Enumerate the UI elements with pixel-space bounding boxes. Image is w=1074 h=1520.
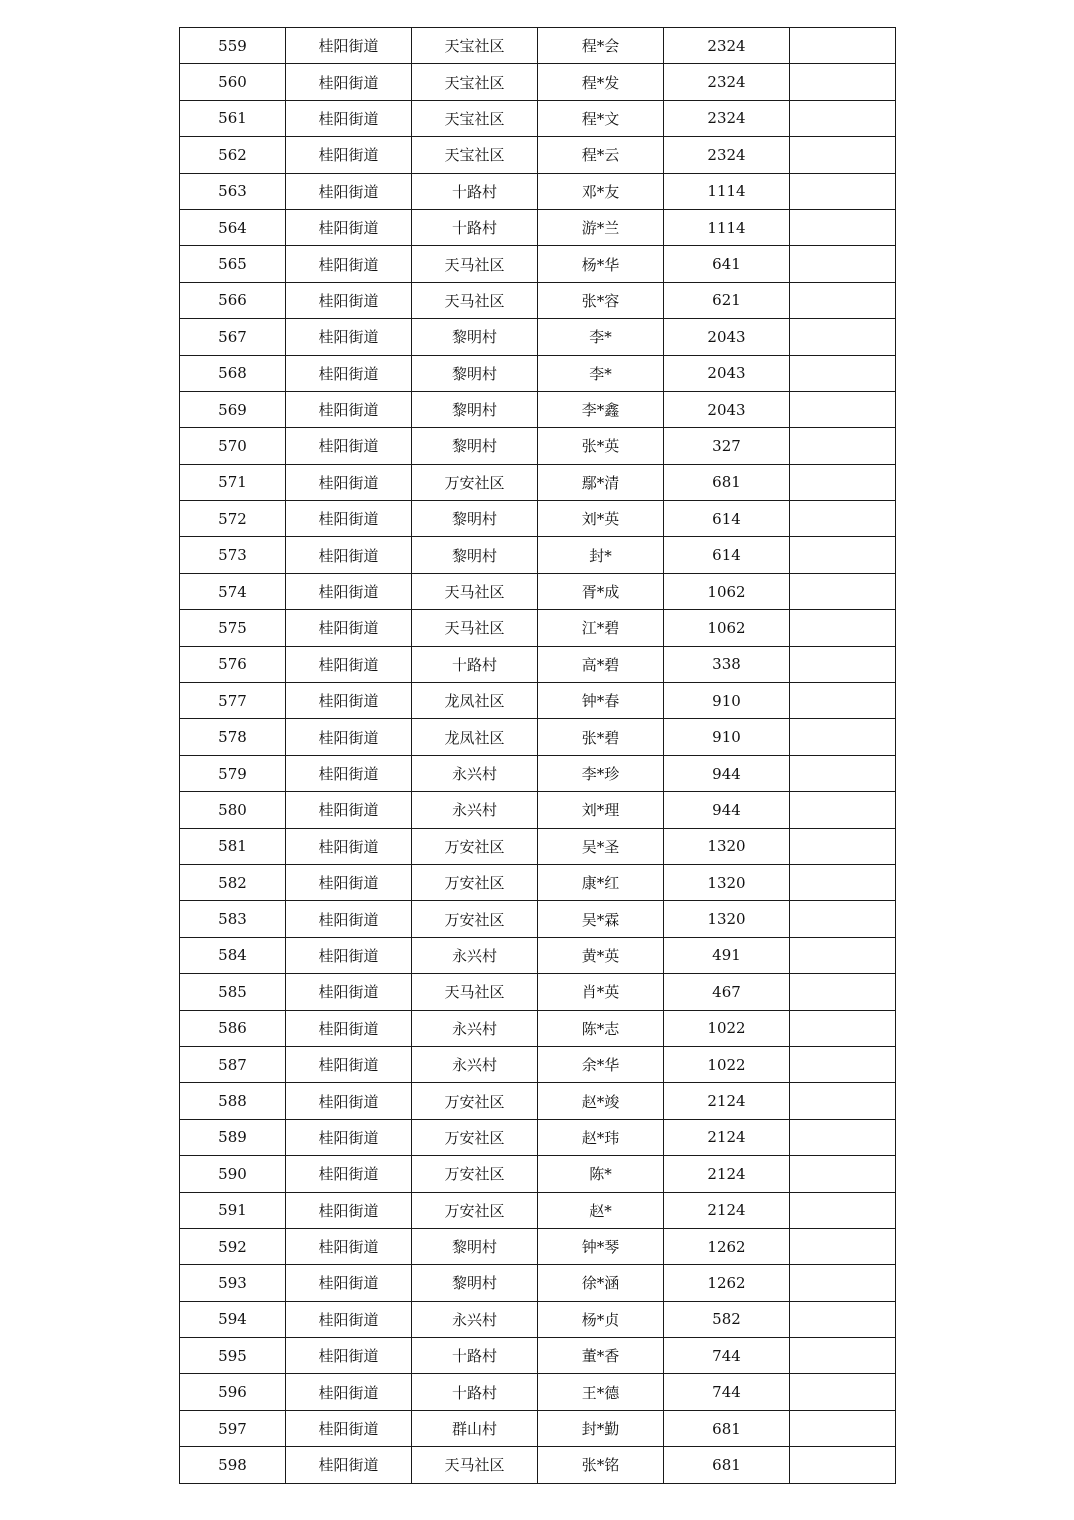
table-row xyxy=(180,1447,896,1483)
table-row xyxy=(180,792,896,828)
name-cell: 黄*英 xyxy=(538,937,664,973)
street-cell: 桂阳街道 xyxy=(286,610,412,646)
amount-cell: 2124 xyxy=(664,1192,790,1228)
table-row xyxy=(180,391,896,427)
name-cell: 张*碧 xyxy=(538,719,664,755)
amount-cell: 621 xyxy=(664,282,790,318)
community-cell: 永兴村 xyxy=(412,755,538,791)
street-cell: 桂阳街道 xyxy=(286,792,412,828)
row-number-cell: 576 xyxy=(180,646,286,682)
row-number-cell: 577 xyxy=(180,683,286,719)
row-number-cell: 590 xyxy=(180,1156,286,1192)
row-number-cell: 559 xyxy=(180,28,286,64)
remark-cell xyxy=(790,610,896,646)
table-row xyxy=(180,355,896,391)
community-cell: 黎明村 xyxy=(412,501,538,537)
street-cell: 桂阳街道 xyxy=(286,173,412,209)
community-cell: 天马社区 xyxy=(412,282,538,318)
remark-cell xyxy=(790,1083,896,1119)
street-cell: 桂阳街道 xyxy=(286,828,412,864)
table-row xyxy=(180,573,896,609)
amount-cell: 1262 xyxy=(664,1265,790,1301)
name-cell: 陈* xyxy=(538,1156,664,1192)
amount-cell: 1062 xyxy=(664,573,790,609)
name-cell: 董*香 xyxy=(538,1338,664,1374)
community-cell: 黎明村 xyxy=(412,1265,538,1301)
remark-cell xyxy=(790,1046,896,1082)
table-row xyxy=(180,173,896,209)
amount-cell: 2324 xyxy=(664,64,790,100)
table-row xyxy=(180,1046,896,1082)
name-cell: 徐*涵 xyxy=(538,1265,664,1301)
row-number-cell: 563 xyxy=(180,173,286,209)
community-cell: 黎明村 xyxy=(412,537,538,573)
community-cell: 十路村 xyxy=(412,173,538,209)
amount-cell: 614 xyxy=(664,537,790,573)
row-number-cell: 584 xyxy=(180,937,286,973)
remark-cell xyxy=(790,974,896,1010)
street-cell: 桂阳街道 xyxy=(286,1374,412,1410)
name-cell: 钟*琴 xyxy=(538,1228,664,1264)
row-number-cell: 586 xyxy=(180,1010,286,1046)
community-cell: 永兴村 xyxy=(412,1046,538,1082)
table-row xyxy=(180,1338,896,1374)
amount-cell: 327 xyxy=(664,428,790,464)
amount-cell: 1114 xyxy=(664,173,790,209)
amount-cell: 2324 xyxy=(664,28,790,64)
community-cell: 黎明村 xyxy=(412,355,538,391)
amount-cell: 681 xyxy=(664,464,790,500)
street-cell: 桂阳街道 xyxy=(286,501,412,537)
table-row xyxy=(180,64,896,100)
amount-cell: 2124 xyxy=(664,1083,790,1119)
row-number-cell: 593 xyxy=(180,1265,286,1301)
remark-cell xyxy=(790,573,896,609)
table-row xyxy=(180,282,896,318)
table-row xyxy=(180,1228,896,1264)
community-cell: 天马社区 xyxy=(412,573,538,609)
street-cell: 桂阳街道 xyxy=(286,864,412,900)
street-cell: 桂阳街道 xyxy=(286,282,412,318)
table-row xyxy=(180,1192,896,1228)
table-body xyxy=(180,28,896,1484)
table-row xyxy=(180,1119,896,1155)
community-cell: 天宝社区 xyxy=(412,64,538,100)
remark-cell xyxy=(790,683,896,719)
street-cell: 桂阳街道 xyxy=(286,1156,412,1192)
community-cell: 万安社区 xyxy=(412,464,538,500)
name-cell: 程*发 xyxy=(538,64,664,100)
name-cell: 李* xyxy=(538,355,664,391)
name-cell: 胥*成 xyxy=(538,573,664,609)
name-cell: 张*铭 xyxy=(538,1447,664,1483)
street-cell: 桂阳街道 xyxy=(286,137,412,173)
community-cell: 天马社区 xyxy=(412,246,538,282)
table-row xyxy=(180,610,896,646)
street-cell: 桂阳街道 xyxy=(286,1010,412,1046)
remark-cell xyxy=(790,792,896,828)
table-row xyxy=(180,828,896,864)
amount-cell: 910 xyxy=(664,683,790,719)
community-cell: 十路村 xyxy=(412,646,538,682)
remark-cell xyxy=(790,355,896,391)
remark-cell xyxy=(790,209,896,245)
table-row xyxy=(180,1301,896,1337)
row-number-cell: 579 xyxy=(180,755,286,791)
row-number-cell: 589 xyxy=(180,1119,286,1155)
table-row xyxy=(180,246,896,282)
remark-cell xyxy=(790,937,896,973)
row-number-cell: 562 xyxy=(180,137,286,173)
remark-cell xyxy=(790,1301,896,1337)
amount-cell: 681 xyxy=(664,1410,790,1446)
name-cell: 李*珍 xyxy=(538,755,664,791)
remark-cell xyxy=(790,1119,896,1155)
street-cell: 桂阳街道 xyxy=(286,355,412,391)
name-cell: 钟*春 xyxy=(538,683,664,719)
community-cell: 永兴村 xyxy=(412,937,538,973)
community-cell: 天马社区 xyxy=(412,974,538,1010)
community-cell: 天马社区 xyxy=(412,610,538,646)
table-row xyxy=(180,28,896,64)
remark-cell xyxy=(790,1410,896,1446)
row-number-cell: 573 xyxy=(180,537,286,573)
street-cell: 桂阳街道 xyxy=(286,1228,412,1264)
street-cell: 桂阳街道 xyxy=(286,64,412,100)
remark-cell xyxy=(790,282,896,318)
amount-cell: 681 xyxy=(664,1447,790,1483)
table-row xyxy=(180,755,896,791)
table-row xyxy=(180,319,896,355)
table-row xyxy=(180,137,896,173)
street-cell: 桂阳街道 xyxy=(286,646,412,682)
community-cell: 永兴村 xyxy=(412,1301,538,1337)
street-cell: 桂阳街道 xyxy=(286,683,412,719)
name-cell: 杨*贞 xyxy=(538,1301,664,1337)
amount-cell: 2324 xyxy=(664,100,790,136)
street-cell: 桂阳街道 xyxy=(286,1119,412,1155)
community-cell: 黎明村 xyxy=(412,428,538,464)
street-cell: 桂阳街道 xyxy=(286,537,412,573)
remark-cell xyxy=(790,1265,896,1301)
table-row xyxy=(180,646,896,682)
name-cell: 高*碧 xyxy=(538,646,664,682)
table-row xyxy=(180,1410,896,1446)
street-cell: 桂阳街道 xyxy=(286,100,412,136)
remark-cell xyxy=(790,1156,896,1192)
amount-cell: 910 xyxy=(664,719,790,755)
community-cell: 黎明村 xyxy=(412,319,538,355)
community-cell: 永兴村 xyxy=(412,1010,538,1046)
remark-cell xyxy=(790,428,896,464)
amount-cell: 2324 xyxy=(664,137,790,173)
name-cell: 鄢*清 xyxy=(538,464,664,500)
name-cell: 封*勤 xyxy=(538,1410,664,1446)
community-cell: 天宝社区 xyxy=(412,28,538,64)
community-cell: 十路村 xyxy=(412,209,538,245)
table-row xyxy=(180,1083,896,1119)
amount-cell: 491 xyxy=(664,937,790,973)
street-cell: 桂阳街道 xyxy=(286,28,412,64)
name-cell: 余*华 xyxy=(538,1046,664,1082)
table-row xyxy=(180,719,896,755)
remark-cell xyxy=(790,1192,896,1228)
table-row xyxy=(180,937,896,973)
row-number-cell: 594 xyxy=(180,1301,286,1337)
remark-cell xyxy=(790,646,896,682)
community-cell: 群山村 xyxy=(412,1410,538,1446)
row-number-cell: 574 xyxy=(180,573,286,609)
name-cell: 肖*英 xyxy=(538,974,664,1010)
remark-cell xyxy=(790,137,896,173)
row-number-cell: 595 xyxy=(180,1338,286,1374)
row-number-cell: 598 xyxy=(180,1447,286,1483)
remark-cell xyxy=(790,319,896,355)
street-cell: 桂阳街道 xyxy=(286,1083,412,1119)
street-cell: 桂阳街道 xyxy=(286,901,412,937)
community-cell: 天宝社区 xyxy=(412,100,538,136)
table-row xyxy=(180,1156,896,1192)
amount-cell: 1022 xyxy=(664,1010,790,1046)
row-number-cell: 580 xyxy=(180,792,286,828)
row-number-cell: 587 xyxy=(180,1046,286,1082)
community-cell: 万安社区 xyxy=(412,1083,538,1119)
row-number-cell: 560 xyxy=(180,64,286,100)
table-row xyxy=(180,901,896,937)
remark-cell xyxy=(790,719,896,755)
amount-cell: 944 xyxy=(664,755,790,791)
row-number-cell: 561 xyxy=(180,100,286,136)
row-number-cell: 568 xyxy=(180,355,286,391)
street-cell: 桂阳街道 xyxy=(286,246,412,282)
remark-cell xyxy=(790,1338,896,1374)
street-cell: 桂阳街道 xyxy=(286,937,412,973)
street-cell: 桂阳街道 xyxy=(286,1410,412,1446)
name-cell: 江*碧 xyxy=(538,610,664,646)
amount-cell: 1320 xyxy=(664,864,790,900)
street-cell: 桂阳街道 xyxy=(286,719,412,755)
row-number-cell: 564 xyxy=(180,209,286,245)
table-row xyxy=(180,464,896,500)
street-cell: 桂阳街道 xyxy=(286,1265,412,1301)
remark-cell xyxy=(790,173,896,209)
name-cell: 程*云 xyxy=(538,137,664,173)
row-number-cell: 596 xyxy=(180,1374,286,1410)
community-cell: 万安社区 xyxy=(412,864,538,900)
amount-cell: 2124 xyxy=(664,1156,790,1192)
table-row xyxy=(180,864,896,900)
community-cell: 万安社区 xyxy=(412,1192,538,1228)
row-number-cell: 571 xyxy=(180,464,286,500)
remark-cell xyxy=(790,537,896,573)
name-cell: 赵*竣 xyxy=(538,1083,664,1119)
remark-cell xyxy=(790,64,896,100)
amount-cell: 614 xyxy=(664,501,790,537)
name-cell: 刘*英 xyxy=(538,501,664,537)
remark-cell xyxy=(790,864,896,900)
table-row xyxy=(180,1374,896,1410)
amount-cell: 467 xyxy=(664,974,790,1010)
row-number-cell: 567 xyxy=(180,319,286,355)
remark-cell xyxy=(790,28,896,64)
name-cell: 李*鑫 xyxy=(538,391,664,427)
community-cell: 万安社区 xyxy=(412,1119,538,1155)
street-cell: 桂阳街道 xyxy=(286,1301,412,1337)
remark-cell xyxy=(790,1228,896,1264)
community-cell: 万安社区 xyxy=(412,901,538,937)
row-number-cell: 575 xyxy=(180,610,286,646)
amount-cell: 582 xyxy=(664,1301,790,1337)
name-cell: 张*英 xyxy=(538,428,664,464)
street-cell: 桂阳街道 xyxy=(286,755,412,791)
remark-cell xyxy=(790,755,896,791)
name-cell: 吴*圣 xyxy=(538,828,664,864)
row-number-cell: 566 xyxy=(180,282,286,318)
data-table xyxy=(179,27,896,1484)
row-number-cell: 583 xyxy=(180,901,286,937)
amount-cell: 338 xyxy=(664,646,790,682)
table-row xyxy=(180,100,896,136)
name-cell: 程*文 xyxy=(538,100,664,136)
row-number-cell: 588 xyxy=(180,1083,286,1119)
name-cell: 刘*理 xyxy=(538,792,664,828)
street-cell: 桂阳街道 xyxy=(286,1192,412,1228)
street-cell: 桂阳街道 xyxy=(286,464,412,500)
street-cell: 桂阳街道 xyxy=(286,1338,412,1374)
street-cell: 桂阳街道 xyxy=(286,428,412,464)
name-cell: 赵*玮 xyxy=(538,1119,664,1155)
amount-cell: 744 xyxy=(664,1374,790,1410)
row-number-cell: 585 xyxy=(180,974,286,1010)
amount-cell: 2043 xyxy=(664,391,790,427)
street-cell: 桂阳街道 xyxy=(286,974,412,1010)
table-row xyxy=(180,974,896,1010)
amount-cell: 944 xyxy=(664,792,790,828)
amount-cell: 1062 xyxy=(664,610,790,646)
table-row xyxy=(180,537,896,573)
table-row xyxy=(180,209,896,245)
street-cell: 桂阳街道 xyxy=(286,209,412,245)
row-number-cell: 591 xyxy=(180,1192,286,1228)
community-cell: 十路村 xyxy=(412,1338,538,1374)
amount-cell: 1262 xyxy=(664,1228,790,1264)
name-cell: 赵* xyxy=(538,1192,664,1228)
community-cell: 天马社区 xyxy=(412,1447,538,1483)
remark-cell xyxy=(790,1010,896,1046)
table-row xyxy=(180,1265,896,1301)
table-row xyxy=(180,501,896,537)
name-cell: 游*兰 xyxy=(538,209,664,245)
street-cell: 桂阳街道 xyxy=(286,1447,412,1483)
community-cell: 龙凤社区 xyxy=(412,719,538,755)
name-cell: 康*红 xyxy=(538,864,664,900)
remark-cell xyxy=(790,1447,896,1483)
remark-cell xyxy=(790,501,896,537)
row-number-cell: 565 xyxy=(180,246,286,282)
amount-cell: 2043 xyxy=(664,319,790,355)
row-number-cell: 578 xyxy=(180,719,286,755)
amount-cell: 1320 xyxy=(664,828,790,864)
row-number-cell: 592 xyxy=(180,1228,286,1264)
community-cell: 永兴村 xyxy=(412,792,538,828)
community-cell: 十路村 xyxy=(412,1374,538,1410)
row-number-cell: 597 xyxy=(180,1410,286,1446)
remark-cell xyxy=(790,828,896,864)
name-cell: 邓*友 xyxy=(538,173,664,209)
remark-cell xyxy=(790,246,896,282)
community-cell: 黎明村 xyxy=(412,1228,538,1264)
street-cell: 桂阳街道 xyxy=(286,319,412,355)
street-cell: 桂阳街道 xyxy=(286,573,412,609)
street-cell: 桂阳街道 xyxy=(286,391,412,427)
amount-cell: 1114 xyxy=(664,209,790,245)
community-cell: 万安社区 xyxy=(412,1156,538,1192)
remark-cell xyxy=(790,1374,896,1410)
name-cell: 吴*霖 xyxy=(538,901,664,937)
street-cell: 桂阳街道 xyxy=(286,1046,412,1082)
row-number-cell: 581 xyxy=(180,828,286,864)
table-row xyxy=(180,428,896,464)
name-cell: 陈*志 xyxy=(538,1010,664,1046)
community-cell: 黎明村 xyxy=(412,391,538,427)
name-cell: 封* xyxy=(538,537,664,573)
row-number-cell: 572 xyxy=(180,501,286,537)
remark-cell xyxy=(790,100,896,136)
amount-cell: 2124 xyxy=(664,1119,790,1155)
community-cell: 天宝社区 xyxy=(412,137,538,173)
name-cell: 王*德 xyxy=(538,1374,664,1410)
name-cell: 程*会 xyxy=(538,28,664,64)
name-cell: 李* xyxy=(538,319,664,355)
name-cell: 张*容 xyxy=(538,282,664,318)
remark-cell xyxy=(790,901,896,937)
table-row xyxy=(180,683,896,719)
row-number-cell: 570 xyxy=(180,428,286,464)
community-cell: 龙凤社区 xyxy=(412,683,538,719)
amount-cell: 744 xyxy=(664,1338,790,1374)
amount-cell: 641 xyxy=(664,246,790,282)
amount-cell: 1320 xyxy=(664,901,790,937)
row-number-cell: 582 xyxy=(180,864,286,900)
remark-cell xyxy=(790,391,896,427)
amount-cell: 1022 xyxy=(664,1046,790,1082)
remark-cell xyxy=(790,464,896,500)
amount-cell: 2043 xyxy=(664,355,790,391)
row-number-cell: 569 xyxy=(180,391,286,427)
table-row xyxy=(180,1010,896,1046)
name-cell: 杨*华 xyxy=(538,246,664,282)
community-cell: 万安社区 xyxy=(412,828,538,864)
